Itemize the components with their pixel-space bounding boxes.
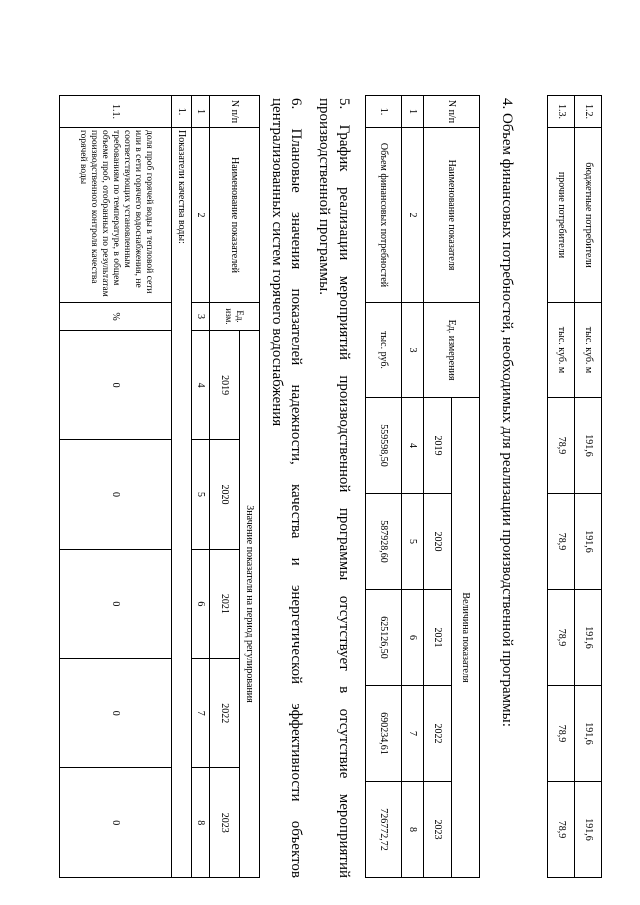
- col-header-unit: Ед. изм.: [210, 303, 260, 331]
- col-header-year: 2019: [210, 331, 240, 440]
- unit: тыс. руб.: [366, 303, 402, 398]
- unit: тыс. куб. м: [575, 303, 602, 398]
- value-2020: 587928,60: [366, 494, 402, 590]
- value-2022: 0: [60, 659, 172, 768]
- quality-indicators-table: [59, 95, 260, 878]
- value-2022: 191,6: [575, 686, 602, 782]
- value-2023: 191,6: [575, 782, 602, 878]
- indicator-name: бюджетные потребители: [575, 128, 602, 303]
- col-header-num: N п/п: [210, 96, 260, 128]
- row-number: 1.: [172, 96, 192, 128]
- section-4-heading: 4. Объем финансовых потребностей, необходимых для реализации производственной программы:: [499, 98, 515, 727]
- table-row: [548, 96, 575, 878]
- index-cell: 3: [192, 303, 210, 331]
- value-2021: 78,9: [548, 590, 575, 686]
- value-2022: 78,9: [548, 686, 575, 782]
- value-2019: 78,9: [548, 398, 575, 494]
- value-2019: 0: [60, 331, 172, 440]
- value-2020: 78,9: [548, 494, 575, 590]
- index-cell: 3: [402, 303, 424, 398]
- col-header-year: 2020: [210, 440, 240, 549]
- index-row: [192, 96, 210, 878]
- index-cell: 5: [192, 440, 210, 549]
- table-header-row: [240, 96, 260, 878]
- index-cell: 6: [402, 590, 424, 686]
- index-cell: 2: [192, 128, 210, 303]
- row-number: 1.: [366, 96, 402, 128]
- table-row: [366, 96, 402, 878]
- value-2019: 559598,50: [366, 398, 402, 494]
- col-header-year: 2021: [424, 590, 452, 686]
- index-cell: 5: [402, 494, 424, 590]
- col-header-year: 2023: [424, 782, 452, 878]
- section-row: [172, 96, 192, 878]
- value-2022: 690234,61: [366, 686, 402, 782]
- unit: %: [60, 303, 172, 331]
- section-label: Показатели качества воды:: [172, 128, 192, 878]
- row-number: 1.1.: [60, 96, 172, 128]
- indicator-name: Объем финансовых потребностей: [366, 128, 402, 303]
- index-cell: 7: [192, 659, 210, 768]
- value-2019: 191,6: [575, 398, 602, 494]
- section-5-line-1: 5. График реализации мероприятий производственной программы отсутствует в отсутствие мероприятий: [336, 98, 352, 878]
- index-cell: 7: [402, 686, 424, 782]
- value-2021: 191,6: [575, 590, 602, 686]
- value-2020: 0: [60, 440, 172, 549]
- value-2023: 0: [60, 768, 172, 878]
- col-header-year: 2022: [210, 659, 240, 768]
- col-header-year: 2023: [210, 768, 240, 878]
- consumption-table: [547, 95, 602, 878]
- row-number: 1.2.: [575, 96, 602, 128]
- col-header-unit: Ед. измерения: [424, 303, 480, 398]
- table-row: [60, 96, 172, 878]
- value-2023: 726772,72: [366, 782, 402, 878]
- index-cell: 4: [402, 398, 424, 494]
- index-cell: 1: [402, 96, 424, 128]
- index-row: [402, 96, 424, 878]
- col-header-group: Значение показателя на период регулирования: [240, 331, 260, 878]
- section-6-line-2: централизованных систем горячего водоснабжения: [269, 98, 285, 427]
- table-row: [575, 96, 602, 878]
- col-header-year: 2020: [424, 494, 452, 590]
- financial-needs-table: [365, 95, 480, 878]
- value-2020: 191,6: [575, 494, 602, 590]
- unit: тыс. куб. м: [548, 303, 575, 398]
- value-2021: 0: [60, 549, 172, 658]
- row-number: 1.3.: [548, 96, 575, 128]
- col-header-name: Наименование показателей: [210, 128, 260, 303]
- col-header-name: Наименование показателя: [424, 128, 480, 303]
- index-cell: 8: [402, 782, 424, 878]
- col-header-year: 2022: [424, 686, 452, 782]
- index-cell: 4: [192, 331, 210, 440]
- index-cell: 2: [402, 128, 424, 303]
- section-6-line-1: 6. Плановые значения показателей надежности, качества и энергетической эффективности объектов: [288, 98, 304, 878]
- col-header-num: N п/п: [424, 96, 480, 128]
- col-header-year: 2019: [424, 398, 452, 494]
- col-header-group: Величина показателя: [452, 398, 480, 878]
- index-cell: 8: [192, 768, 210, 878]
- value-2021: 625126,50: [366, 590, 402, 686]
- index-cell: 6: [192, 549, 210, 658]
- value-2023: 78,9: [548, 782, 575, 878]
- col-header-year: 2021: [210, 549, 240, 658]
- indicator-name: прочие потребители: [548, 128, 575, 303]
- index-cell: 1: [192, 96, 210, 128]
- indicator-name: доля проб горячей воды в тепловой сети или в сети горячего водоснабжения, не соответствующих установленным требованиям по температуре, в общем объеме проб, отобранных по результатам производственного контроля качества горячей воды: [60, 128, 172, 303]
- table-header-row: [452, 96, 480, 878]
- section-5-line-2: производственной программы.: [316, 98, 332, 296]
